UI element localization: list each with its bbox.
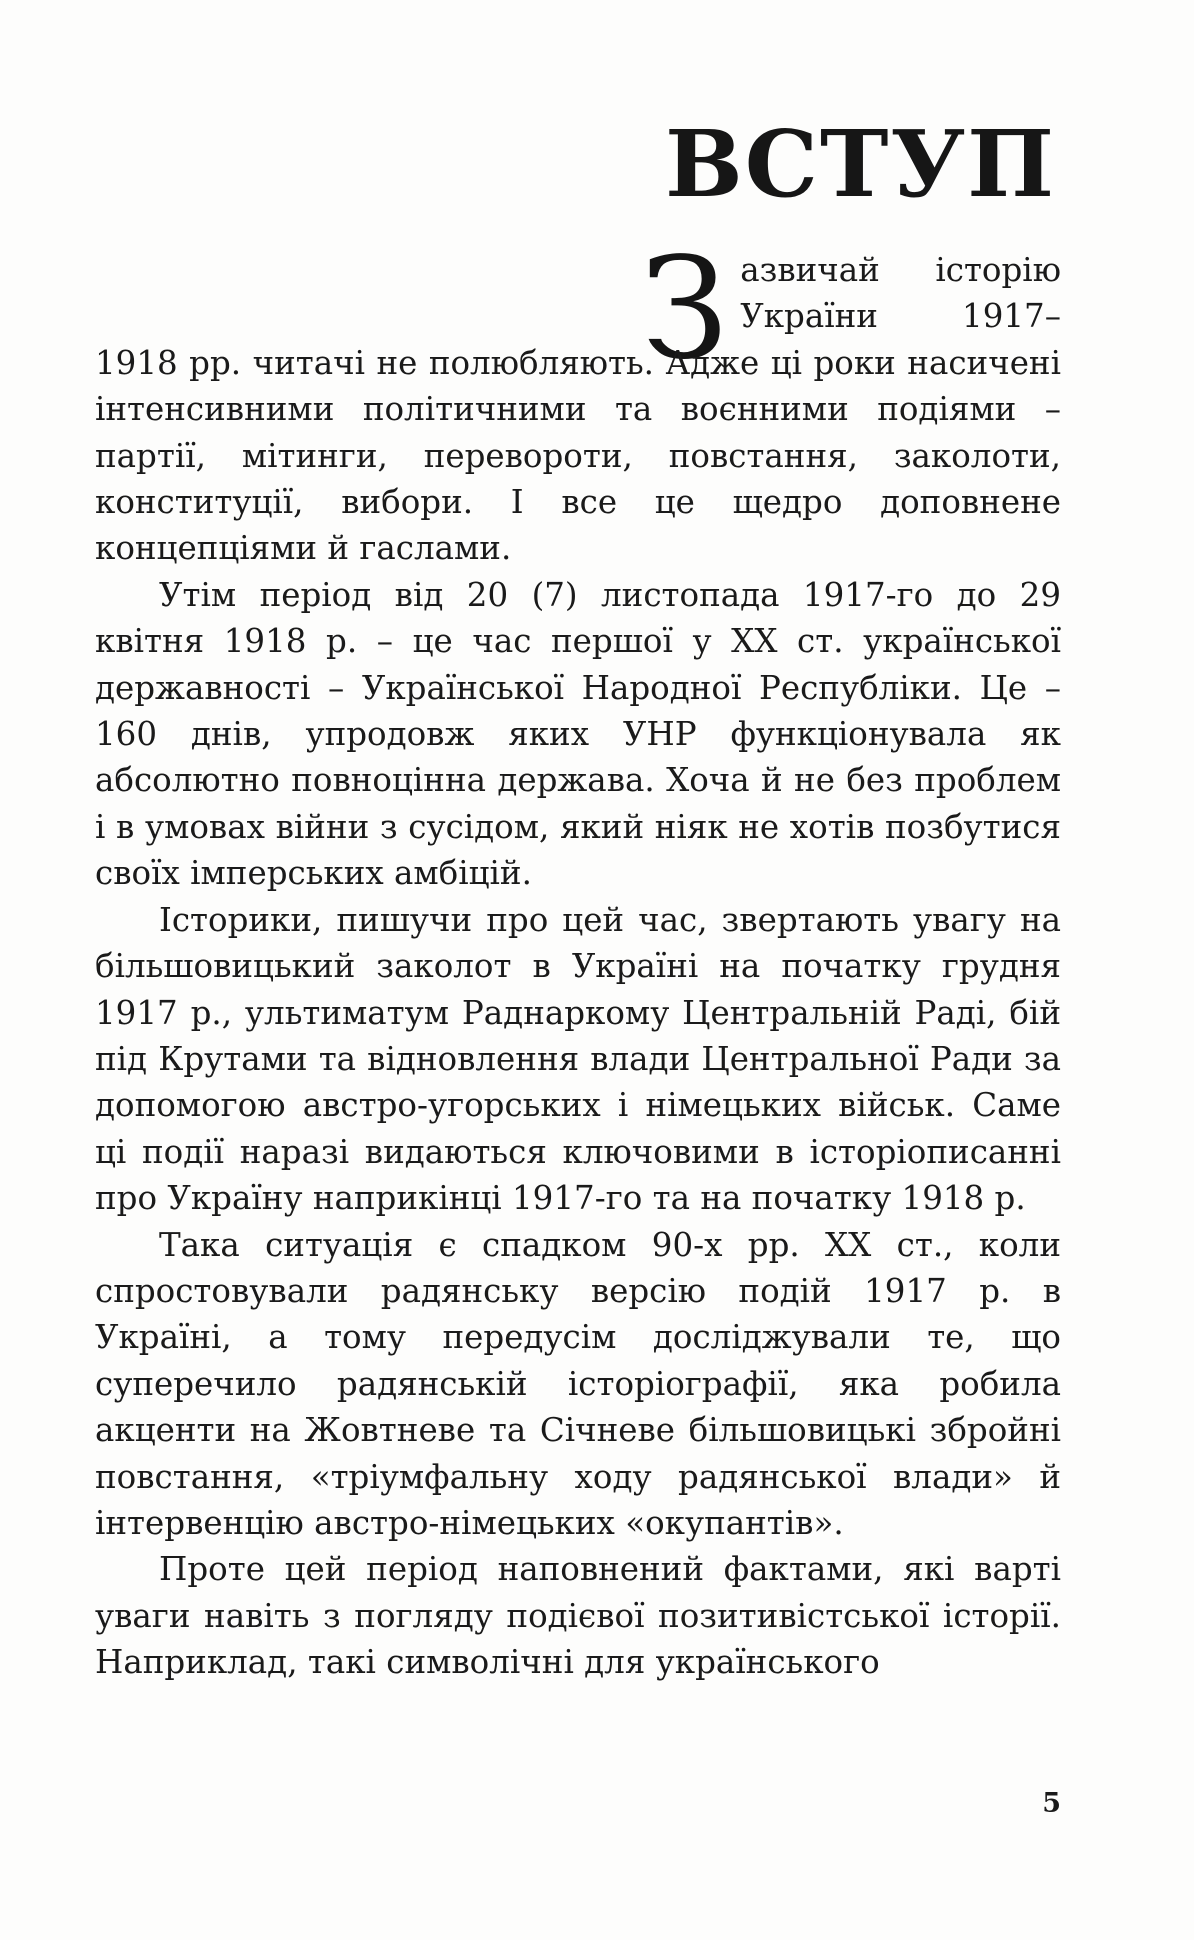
body-text [95, 228, 1061, 1686]
paragraph-5: Проте цей період наповнений фактами, які варті уваги навіть з погляду подієвої позитивістської історії. Наприклад, такі символічні для українського [95, 1550, 1061, 1682]
chapter-title: ВСТУП [665, 110, 1056, 218]
paragraph-1-text: азвичай історію України 1917–1918 рр. читачі не полюбляють. Адже ці роки насичені інтенсивними політичними та воєнними подіями – партії, мітинги, перевороти, повстання, заколоти, конституції, вибори. І все це щедро доповнене концепціями й гаслами. [95, 251, 1061, 568]
paragraph-2: Утім період від 20 (7) листопада 1917-го до 29 квітня 1918 р. – це час першої у ХХ ст. української державності – Української Народної Республіки. Це – 160 днів, упродовж яких УНР функціонувала як абсолютно повноцінна держава. Хоча й не без проблем і в умовах війни з сусідом, який ніяк не хотів позбутися своїх імперських амбіцій. [95, 575, 1061, 893]
page-number: 5 [1042, 1788, 1061, 1819]
drop-cap: З [641, 228, 729, 391]
paragraph-1 [95, 228, 1061, 572]
paragraph-4: Така ситуація є спадком 90-х рр. ХХ ст., коли спростовували радянську версію подій 1917 р. в Україні, а тому передусім досліджували те, що суперечило радянській історіографії, яка робила акценти на Жовтневе та Січневе більшовицькі збройні повстання, «тріумфальну ходу радянської влади» й інтервенцію австро-німецьких «окупантів». [95, 1225, 1061, 1542]
paragraph-3: Історики, пишучи про цей час, звертають увагу на більшовицький заколот в Україні на початку грудня 1917 р., ультиматум Раднаркому Центральній Раді, бій під Крутами та відновлення влади Центральної Ради за допомогою австро-угорських і німецьких військ. Саме ці події наразі видаються ключовими в історіописанні про Україну наприкінці 1917-го та на початку 1918 р. [95, 900, 1061, 1218]
